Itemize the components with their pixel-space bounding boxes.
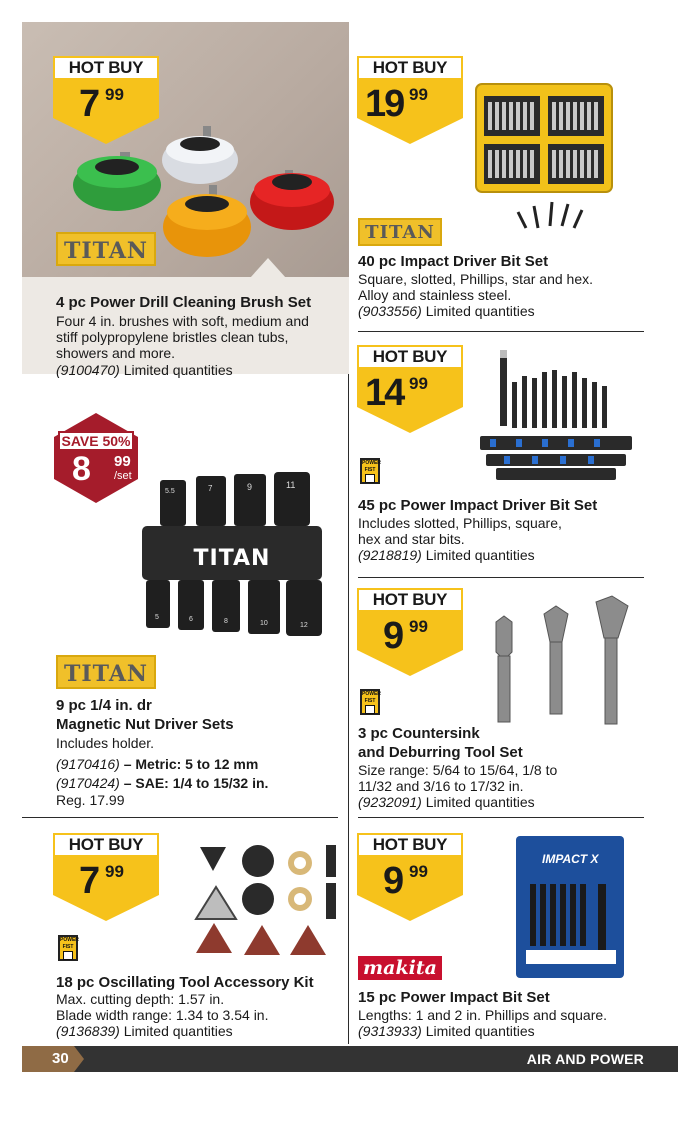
availability: Limited quantities — [425, 303, 535, 319]
product-sku-line — [56, 362, 233, 378]
row-divider — [358, 577, 644, 578]
price-dollars: 9 — [383, 860, 403, 902]
hot-buy-badge — [53, 833, 159, 921]
row-divider — [22, 817, 338, 818]
availability: Limited quantities — [425, 547, 535, 563]
power-fist-logo: POWER FIST — [360, 689, 380, 715]
panel-notch — [250, 258, 286, 278]
price-cents: 99 — [105, 85, 124, 104]
socket-size-label: 6 — [189, 616, 193, 623]
product-description: Square, slotted, Phillips, star and hex. Alloy and stainless steel. — [358, 271, 594, 303]
price-dollars: 7 — [79, 83, 99, 125]
socket-size-label: 9 — [247, 482, 253, 492]
product-title: 3 pc Countersink — [358, 725, 480, 742]
price-dollars: 7 — [79, 860, 99, 902]
price-cents: 99 — [409, 374, 428, 393]
hot-buy-label: HOT BUY — [357, 833, 463, 857]
variant-label: – SAE: 1/4 to 15/32 in. — [123, 775, 269, 791]
product-title: 4 pc Power Drill Cleaning Brush Set — [56, 294, 312, 311]
hot-buy-badge — [357, 56, 463, 144]
sae-variant — [56, 775, 268, 791]
power-fist-logo: POWER FIST — [360, 458, 380, 484]
oscillating-accessory-image — [192, 843, 342, 961]
hot-buy-badge — [357, 588, 463, 676]
price-cents: 99 — [114, 453, 131, 470]
hot-buy-label: HOT BUY — [357, 56, 463, 80]
product-sku: (9100470) — [56, 362, 120, 378]
package-brand-text: IMPACT X — [542, 852, 599, 866]
product-description: Four 4 in. brushes with soft, medium and stiff polypropylene bristles clean tubs, showers and more. — [56, 313, 309, 361]
product-title-line2: and Deburring Tool Set — [358, 744, 523, 761]
price-dollars: 14 — [365, 372, 404, 414]
regular-price: Reg. 17.99 — [56, 792, 125, 808]
save-badge — [54, 413, 138, 503]
availability: Limited quantities — [123, 1023, 233, 1039]
hot-buy-badge — [357, 833, 463, 921]
countersink-set-image — [480, 592, 640, 732]
product-sku: (9218819) — [358, 547, 422, 563]
product-sku: (9136839) — [56, 1023, 120, 1039]
availability: Limited quantities — [123, 362, 233, 378]
product-description: Lengths: 1 and 2 in. Phillips and square. — [358, 1007, 608, 1023]
socket-size-label: 11 — [286, 480, 296, 490]
product-sku-line — [358, 303, 535, 319]
makita-logo: makita — [358, 956, 442, 980]
price-cents: 99 — [409, 617, 428, 636]
row-divider — [358, 817, 644, 818]
price-cents: 99 — [409, 862, 428, 881]
product-description: Max. cutting depth: 1.57 in. Blade width range: 1.34 to 3.54 in. — [56, 991, 269, 1023]
price-cents: 99 — [105, 862, 124, 881]
socket-size-label: 7 — [208, 484, 213, 493]
hot-buy-label: HOT BUY — [53, 833, 159, 857]
impact-bit-set-image — [476, 342, 636, 487]
variant-label: – Metric: 5 to 12 mm — [123, 756, 259, 772]
socket-size-label: 5.5 — [165, 488, 175, 495]
page-number-tab — [22, 1046, 84, 1072]
product-description: Includes slotted, Phillips, square, hex and star bits. — [358, 515, 562, 547]
price-dollars: 19 — [365, 83, 404, 125]
product-sku-line — [358, 547, 535, 563]
socket-size-label: 10 — [260, 620, 268, 627]
product-sku: (9170424) — [56, 775, 120, 791]
socket-size-label: 12 — [300, 622, 308, 629]
price-dollars: 8 — [72, 450, 90, 488]
product-sku: (9313933) — [358, 1023, 422, 1039]
price-cents: 99 — [409, 85, 428, 104]
product-description: Includes holder. — [56, 735, 155, 751]
titan-logo: TITAN — [358, 218, 442, 246]
makita-bit-package-image — [516, 836, 624, 978]
save-label: SAVE 50% — [58, 431, 134, 451]
hot-buy-label: HOT BUY — [357, 588, 463, 612]
product-sku: (9232091) — [358, 794, 422, 810]
metric-variant — [56, 756, 258, 772]
hot-buy-badge — [357, 345, 463, 433]
price-unit: /set — [114, 470, 132, 482]
product-title: 40 pc Impact Driver Bit Set — [358, 253, 549, 270]
product-title: 15 pc Power Impact Bit Set — [358, 989, 550, 1006]
product-sku: (9033556) — [358, 303, 422, 319]
product-title: 18 pc Oscillating Tool Accessory Kit — [56, 974, 314, 991]
section-name: AIR AND POWER — [526, 1051, 644, 1067]
socket-size-label: 5 — [155, 614, 159, 621]
product-brand-text: TITAN — [193, 546, 271, 571]
page-footer — [22, 1046, 678, 1072]
product-title-line2: Magnetic Nut Driver Sets — [56, 716, 234, 733]
hot-buy-label: HOT BUY — [357, 345, 463, 369]
driver-bit-case-image — [474, 82, 614, 232]
product-sku-line — [358, 1023, 535, 1039]
titan-logo: TITAN — [56, 655, 156, 689]
product-sku-line — [358, 794, 535, 810]
product-title: 9 pc 1/4 in. dr — [56, 697, 152, 714]
nut-driver-set-image — [138, 470, 326, 646]
hot-buy-badge — [53, 56, 159, 144]
availability: Limited quantities — [425, 1023, 535, 1039]
availability: Limited quantities — [425, 794, 535, 810]
product-description: Size range: 5/64 to 15/64, 1/8 to 11/32 and 3/16 to 17/32 in. — [358, 762, 558, 794]
hot-buy-label: HOT BUY — [53, 56, 159, 80]
power-fist-logo: POWER FIST — [58, 935, 78, 961]
page-number: 30 — [52, 1050, 69, 1067]
price-dollars: 9 — [383, 615, 403, 657]
product-sku-line — [56, 1023, 233, 1039]
product-sku: (9170416) — [56, 756, 120, 772]
socket-size-label: 8 — [224, 618, 228, 625]
titan-logo: TITAN — [56, 232, 156, 266]
product-title: 45 pc Power Impact Driver Bit Set — [358, 497, 598, 514]
row-divider — [358, 331, 644, 332]
